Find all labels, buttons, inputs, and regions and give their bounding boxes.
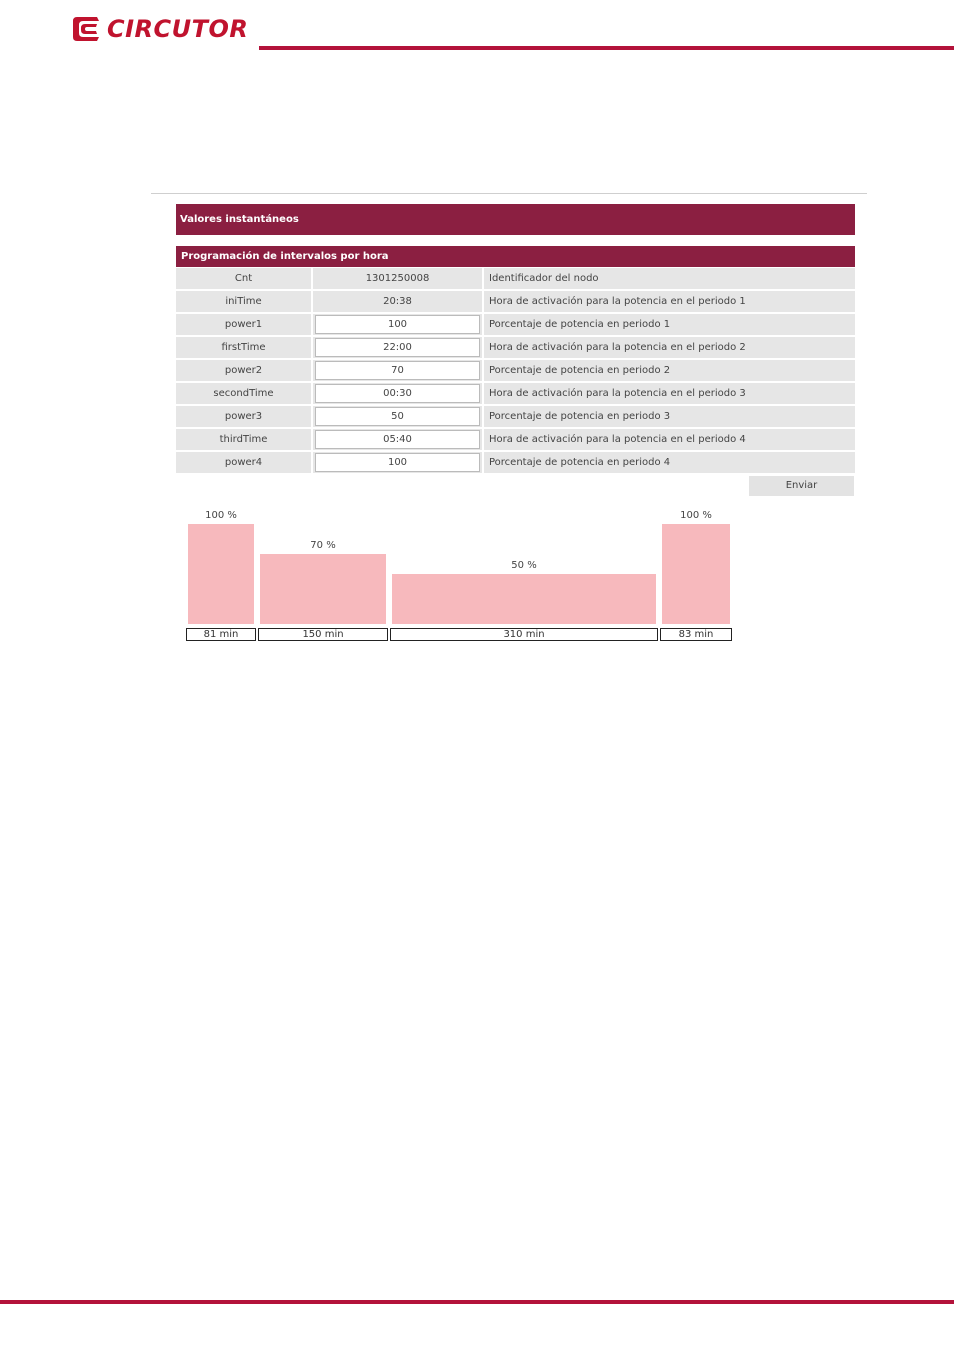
table-row	[176, 337, 855, 360]
circutor-logo-icon	[71, 13, 103, 45]
page-title-bar	[176, 204, 855, 235]
param-description: Porcentaje de potencia en periodo 2	[484, 360, 855, 381]
bar-power-label: 50 %	[511, 560, 537, 571]
param-value-input[interactable]	[315, 384, 480, 403]
param-value-cell	[313, 360, 482, 381]
table-row	[176, 360, 855, 383]
param-value-cell	[313, 314, 482, 335]
bar-duration-label: 310 min	[390, 628, 658, 641]
table-row	[176, 314, 855, 337]
bar-power-label: 100 %	[205, 510, 237, 521]
param-name: secondTime	[176, 383, 311, 404]
param-description: Hora de activación para la potencia en el periodo 3	[484, 383, 855, 404]
parameters-table	[176, 268, 855, 475]
table-row	[176, 291, 855, 314]
chart-bar	[392, 574, 656, 624]
table-row	[176, 383, 855, 406]
table-row	[176, 406, 855, 429]
param-value-input[interactable]	[315, 453, 480, 472]
panel-divider	[151, 193, 867, 194]
param-name: firstTime	[176, 337, 311, 358]
section-title: Programación de intervalos por hora	[181, 251, 389, 262]
chart-bar	[260, 554, 386, 624]
bar-duration-label: 83 min	[660, 628, 732, 641]
param-value: 20:38	[313, 291, 482, 312]
param-name: thirdTime	[176, 429, 311, 450]
bar-duration-label: 81 min	[186, 628, 256, 641]
param-description: Hora de activación para la potencia en el periodo 2	[484, 337, 855, 358]
param-name: power2	[176, 360, 311, 381]
param-value-input[interactable]	[315, 361, 480, 380]
param-name: power4	[176, 452, 311, 473]
param-description: Hora de activación para la potencia en el periodo 1	[484, 291, 855, 312]
param-value-input[interactable]	[315, 430, 480, 449]
param-description: Porcentaje de potencia en periodo 1	[484, 314, 855, 335]
chart-bar	[662, 524, 730, 624]
chart-bar	[188, 524, 254, 624]
table-row	[176, 452, 855, 475]
param-name: power3	[176, 406, 311, 427]
send-button[interactable]: Enviar	[749, 476, 854, 496]
param-description: Porcentaje de potencia en periodo 4	[484, 452, 855, 473]
section-title-bar	[176, 246, 855, 267]
circutor-logo	[71, 12, 248, 46]
param-value: 1301250008	[313, 268, 482, 289]
param-value-cell	[313, 429, 482, 450]
bar-duration-label: 150 min	[258, 628, 388, 641]
param-description: Hora de activación para la potencia en el periodo 4	[484, 429, 855, 450]
brand-name: CIRCUTOR	[107, 15, 249, 43]
param-value-input[interactable]	[315, 338, 480, 357]
param-value-input[interactable]	[315, 407, 480, 426]
table-row	[176, 429, 855, 452]
param-description: Identificador del nodo	[484, 268, 855, 289]
param-value-cell	[313, 406, 482, 427]
param-value-input[interactable]	[315, 315, 480, 334]
param-description: Porcentaje de potencia en periodo 3	[484, 406, 855, 427]
param-value-cell	[313, 337, 482, 358]
param-value-cell	[313, 452, 482, 473]
param-name: Cnt	[176, 268, 311, 289]
bar-power-label: 70 %	[310, 540, 336, 551]
param-value-cell	[313, 383, 482, 404]
header-rule	[259, 46, 954, 50]
param-name: iniTime	[176, 291, 311, 312]
footer-rule	[0, 1300, 954, 1304]
table-row	[176, 268, 855, 291]
bar-power-label: 100 %	[680, 510, 712, 521]
param-name: power1	[176, 314, 311, 335]
page-title: Valores instantáneos	[180, 214, 299, 225]
